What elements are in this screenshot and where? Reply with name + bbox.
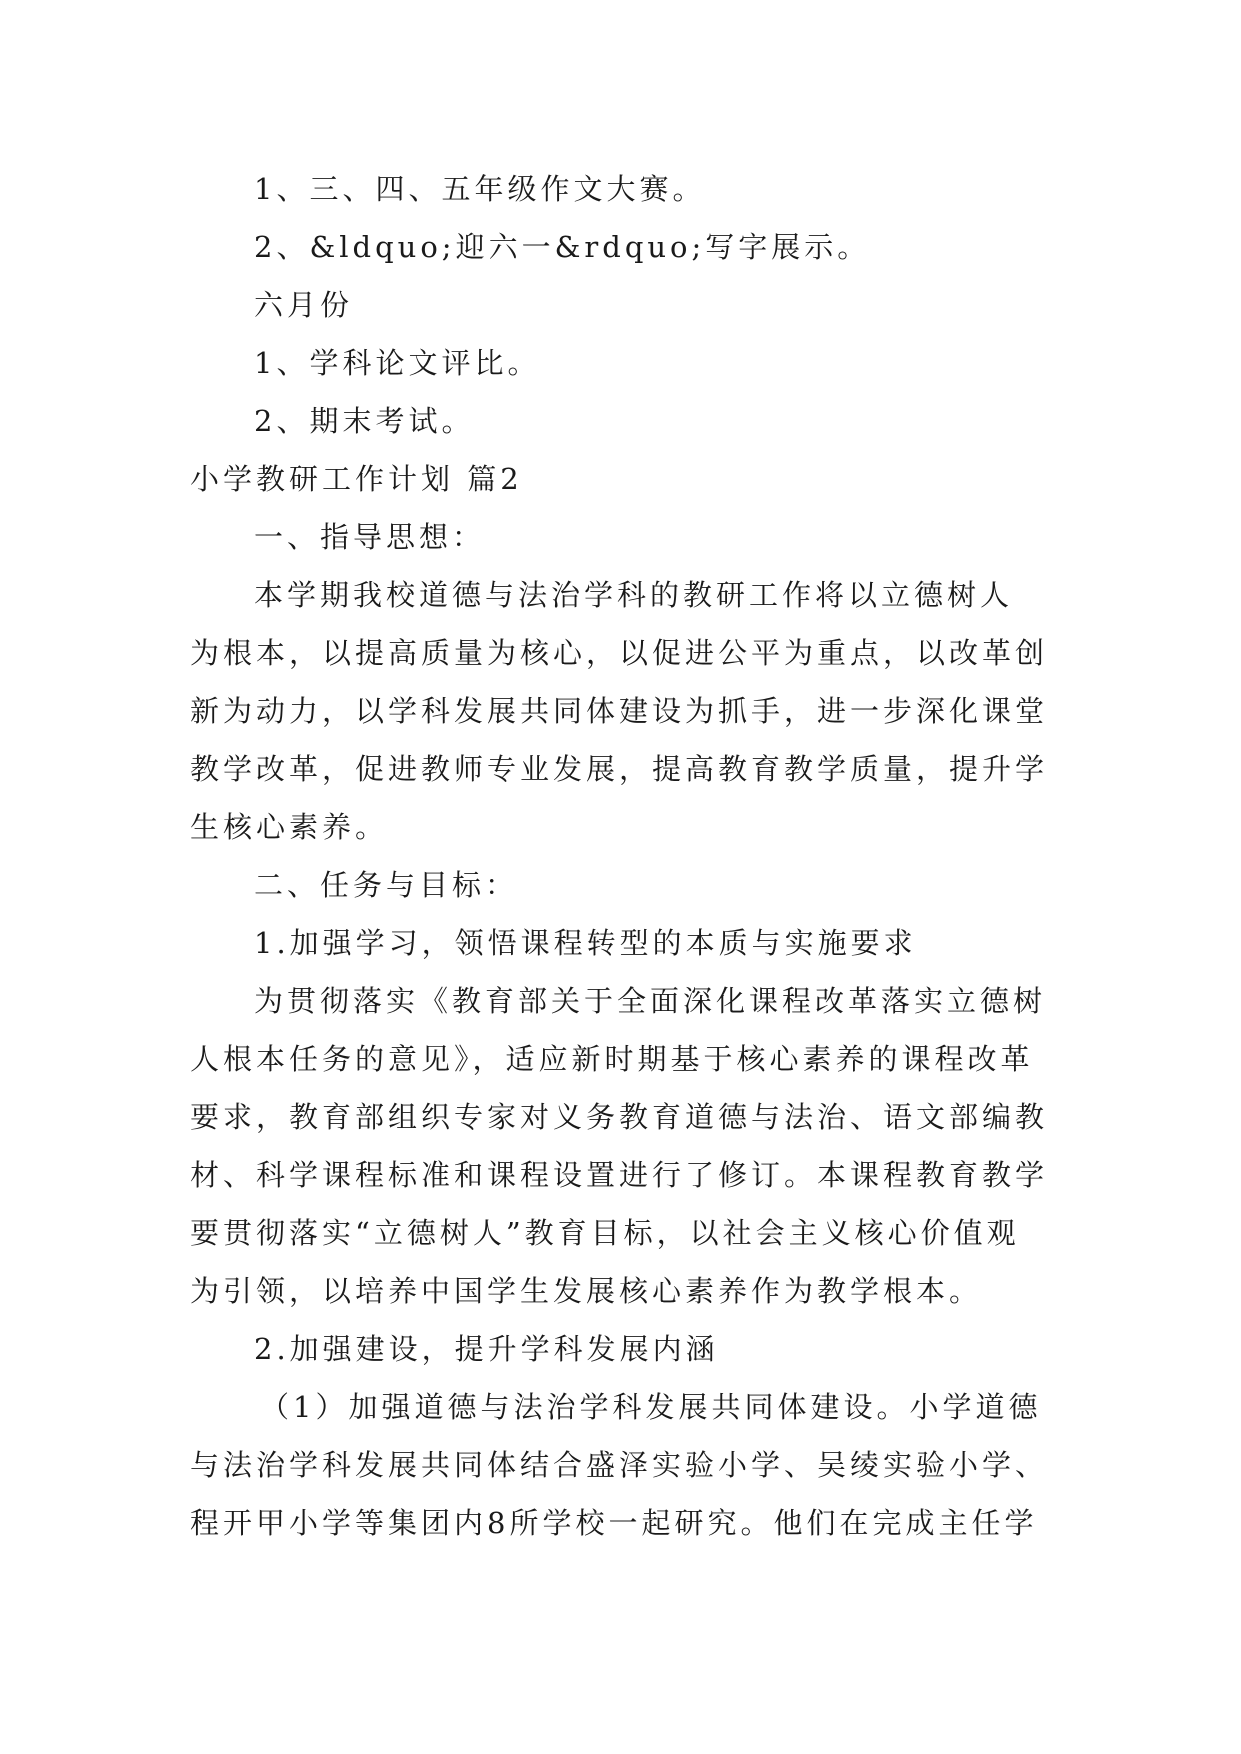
section-heading: 二、任务与目标： [254, 868, 519, 902]
paragraph-line: 要求，教育部组织专家对义务教育道德与法治、语文部编教 [190, 1100, 1049, 1134]
subsection-heading: 1.加强学习，领悟课程转型的本质与实施要求 [254, 926, 917, 960]
paragraph-line: （1）加强道德与法治学科发展共同体建设。小学道德 [260, 1390, 1042, 1424]
paragraph-line: 与法治学科发展共同体结合盛泽实验小学、吴绫实验小学、 [190, 1448, 1049, 1482]
list-item: 2、期末考试。 [254, 404, 475, 438]
section-heading: 一、指导思想： [254, 520, 486, 554]
paragraph-line: 为引领，以培养中国学生发展核心素养作为教学根本。 [190, 1274, 983, 1308]
subsection-heading: 2.加强建设，提升学科发展内涵 [254, 1332, 719, 1366]
paragraph-line: 为根本，以提高质量为核心，以促进公平为重点，以改革创 [190, 636, 1049, 670]
paragraph-line: 本学期我校道德与法治学科的教研工作将以立德树人 [254, 578, 1014, 612]
list-item: 2、&ldquo;迎六一&rdquo;写字展示。 [254, 230, 871, 264]
paragraph-line: 为贯彻落实《教育部关于全面深化课程改革落实立德树 [254, 984, 1047, 1018]
section-title: 小学教研工作计划 篇2 [190, 462, 523, 496]
month-heading: 六月份 [254, 288, 354, 322]
paragraph-line: 生核心素养。 [190, 810, 389, 844]
paragraph-line: 新为动力，以学科发展共同体建设为抓手，进一步深化课堂 [190, 694, 1049, 728]
document-body [190, 160, 1060, 1552]
paragraph-line: 教学改革，促进教师专业发展，提高教育教学质量，提升学 [190, 752, 1049, 786]
paragraph-line: 要贯彻落实“立德树人”教育目标，以社会主义核心价值观 [190, 1216, 1020, 1250]
paragraph-line: 程开甲小学等集团内8所学校一起研究。他们在完成主任学 [190, 1506, 1038, 1540]
paragraph-line: 材、科学课程标准和课程设置进行了修订。本课程教育教学 [190, 1158, 1049, 1192]
list-item: 1、学科论文评比。 [254, 346, 541, 380]
list-item: 1、三、四、五年级作文大赛。 [254, 172, 706, 206]
paragraph-line: 人根本任务的意见》，适应新时期基于核心素养的课程改革 [190, 1042, 1034, 1076]
